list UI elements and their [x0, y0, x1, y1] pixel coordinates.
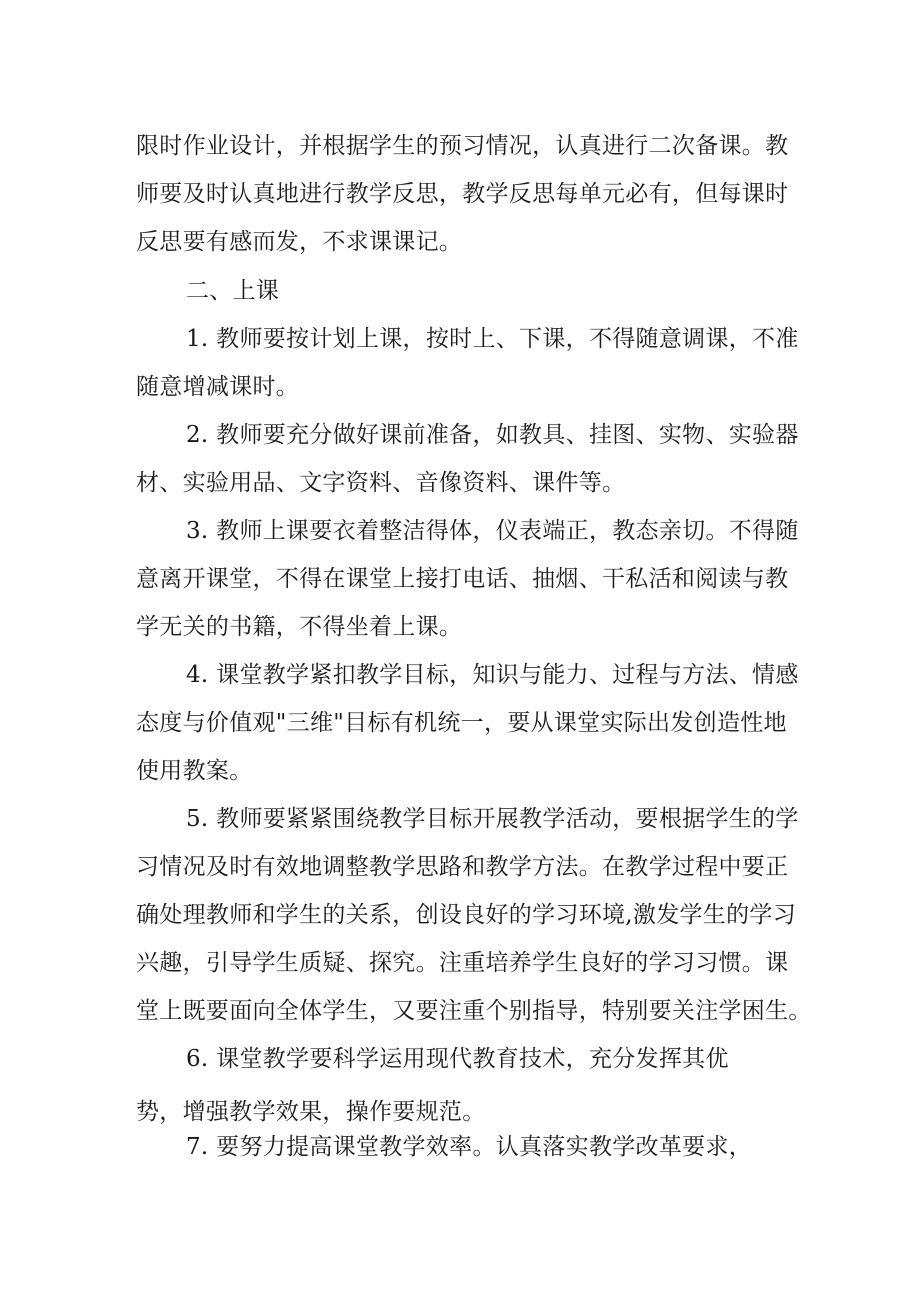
paragraph-line: 反思要有感而发，不求课课记。: [136, 229, 463, 255]
paragraph-line: 6. 课堂教学要科学运用现代教育技术，充分发挥其优: [186, 1046, 729, 1072]
paragraph-line: 兴趣，引导学生质疑、探究。注重培养学生良好的学习习惯。课: [136, 950, 789, 976]
paragraph-line: 材、实验用品、文字资料、音像资料、课件等。: [136, 470, 626, 496]
paragraph-line: 7. 要努力提高课堂教学效率。认真落实教学改革要求，: [186, 1134, 753, 1160]
paragraph-line: 态度与价值观"三维"目标有机统一，要从课堂实际出发创造性地: [136, 710, 787, 736]
paragraph-line: 堂上既要面向全体学生，又要注重个别指导，特别要关注学困生。: [136, 998, 812, 1024]
paragraph-line: 使用教案。: [136, 758, 253, 784]
paragraph-line: 意离开课堂，不得在课堂上接打电话、抽烟、干私活和阅读与教: [136, 566, 789, 592]
paragraph-line: 随意增减课时。: [136, 374, 300, 400]
paragraph-line: 势，增强教学效果，操作要规范。: [136, 1099, 486, 1125]
paragraph-line: 1. 教师要按计划上课，按时上、下课，不得随意调课，不准: [186, 326, 799, 352]
paragraph-line: 2. 教师要充分做好课前准备，如教具、挂图、实物、实验器: [186, 422, 799, 448]
paragraph-line: 师要及时认真地进行教学反思，教学反思每单元必有，但每课时: [136, 181, 789, 207]
paragraph-line: 确处理教师和学生的关系，创设良好的学习环境,激发学生的学习: [136, 902, 797, 928]
paragraph-line: 学无关的书籍，不得坐着上课。: [136, 614, 463, 640]
paragraph-line: 限时作业设计，并根据学生的预习情况，认真进行二次备课。教: [136, 133, 789, 159]
paragraph-line: 3. 教师上课要衣着整洁得体，仪表端正，教态亲切。不得随: [186, 518, 799, 544]
paragraph-line: 习情况及时有效地调整教学思路和教学方法。在教学过程中要正: [136, 854, 789, 880]
paragraph-line: 5. 教师要紧紧围绕教学目标开展教学活动，要根据学生的学: [186, 806, 799, 832]
paragraph-line: 4. 课堂教学紧扣教学目标，知识与能力、过程与方法、情感: [186, 662, 799, 688]
section-heading: 二、上课: [186, 278, 280, 304]
